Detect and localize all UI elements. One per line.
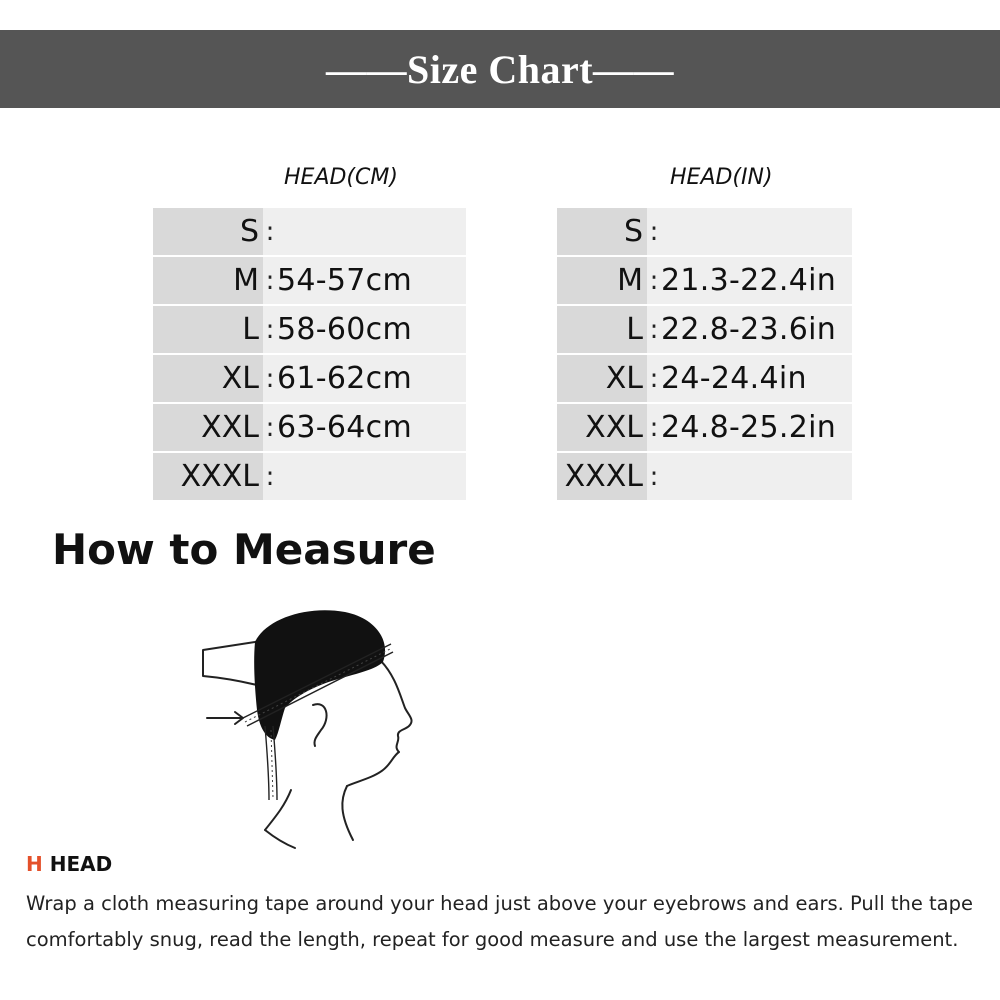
size-value: 22.8-23.6in <box>661 306 852 353</box>
size-value: 58-60cm <box>277 306 466 353</box>
size-label: L <box>153 306 263 353</box>
separator: : <box>263 453 277 500</box>
table-row <box>153 306 466 353</box>
instructions-line-2: comfortably snug, read the length, repeat for good measure and use the largest measurement. <box>26 928 959 951</box>
size-label: XXL <box>557 404 647 451</box>
table-row <box>557 208 852 255</box>
separator: : <box>647 355 661 402</box>
table-row <box>557 355 852 402</box>
size-label: S <box>153 208 263 255</box>
separator: : <box>263 404 277 451</box>
table-row <box>153 257 466 304</box>
separator: : <box>647 306 661 353</box>
table-row <box>557 404 852 451</box>
table-row <box>153 453 466 500</box>
head-cm-table <box>153 206 466 502</box>
size-label: XXXL <box>557 453 647 500</box>
separator: : <box>647 208 661 255</box>
size-label: XL <box>557 355 647 402</box>
instructions-line-1: Wrap a cloth measuring tape around your head just above your eyebrows and ears. Pull the tape <box>26 892 973 915</box>
head-text: HEAD <box>49 852 113 876</box>
size-value: 54-57cm <box>277 257 466 304</box>
table-row <box>153 208 466 255</box>
table-row <box>153 404 466 451</box>
table-row <box>557 257 852 304</box>
size-value <box>277 208 466 255</box>
table-row <box>557 453 852 500</box>
head-measure-label <box>26 852 112 876</box>
size-label: M <box>557 257 647 304</box>
separator: : <box>647 257 661 304</box>
separator: : <box>263 306 277 353</box>
head-letter: H <box>26 852 43 876</box>
size-value: 24-24.4in <box>661 355 852 402</box>
measure-instructions <box>26 886 1000 958</box>
size-value: 24.8-25.2in <box>661 404 852 451</box>
size-chart-header <box>0 30 1000 108</box>
separator: : <box>263 208 277 255</box>
size-value <box>661 208 852 255</box>
size-label: M <box>153 257 263 304</box>
size-label: L <box>557 306 647 353</box>
head-measuring-tape-illustration <box>195 600 425 850</box>
size-value: 61-62cm <box>277 355 466 402</box>
separator: : <box>647 453 661 500</box>
head-cm-title: HEAD(CM) <box>284 165 398 190</box>
size-label: XXXL <box>153 453 263 500</box>
head-in-table <box>557 206 852 502</box>
table-row <box>557 306 852 353</box>
size-label: XL <box>153 355 263 402</box>
table-row <box>153 355 466 402</box>
size-label: XXL <box>153 404 263 451</box>
size-label: S <box>557 208 647 255</box>
size-value: 63-64cm <box>277 404 466 451</box>
separator: : <box>263 257 277 304</box>
size-value: 21.3-22.4in <box>661 257 852 304</box>
separator: : <box>647 404 661 451</box>
size-chart-title: ——Size Chart—— <box>325 46 675 92</box>
size-value <box>661 453 852 500</box>
how-to-measure-title: How to Measure <box>52 525 436 574</box>
size-value <box>277 453 466 500</box>
head-in-title: HEAD(IN) <box>670 165 773 190</box>
separator: : <box>263 355 277 402</box>
